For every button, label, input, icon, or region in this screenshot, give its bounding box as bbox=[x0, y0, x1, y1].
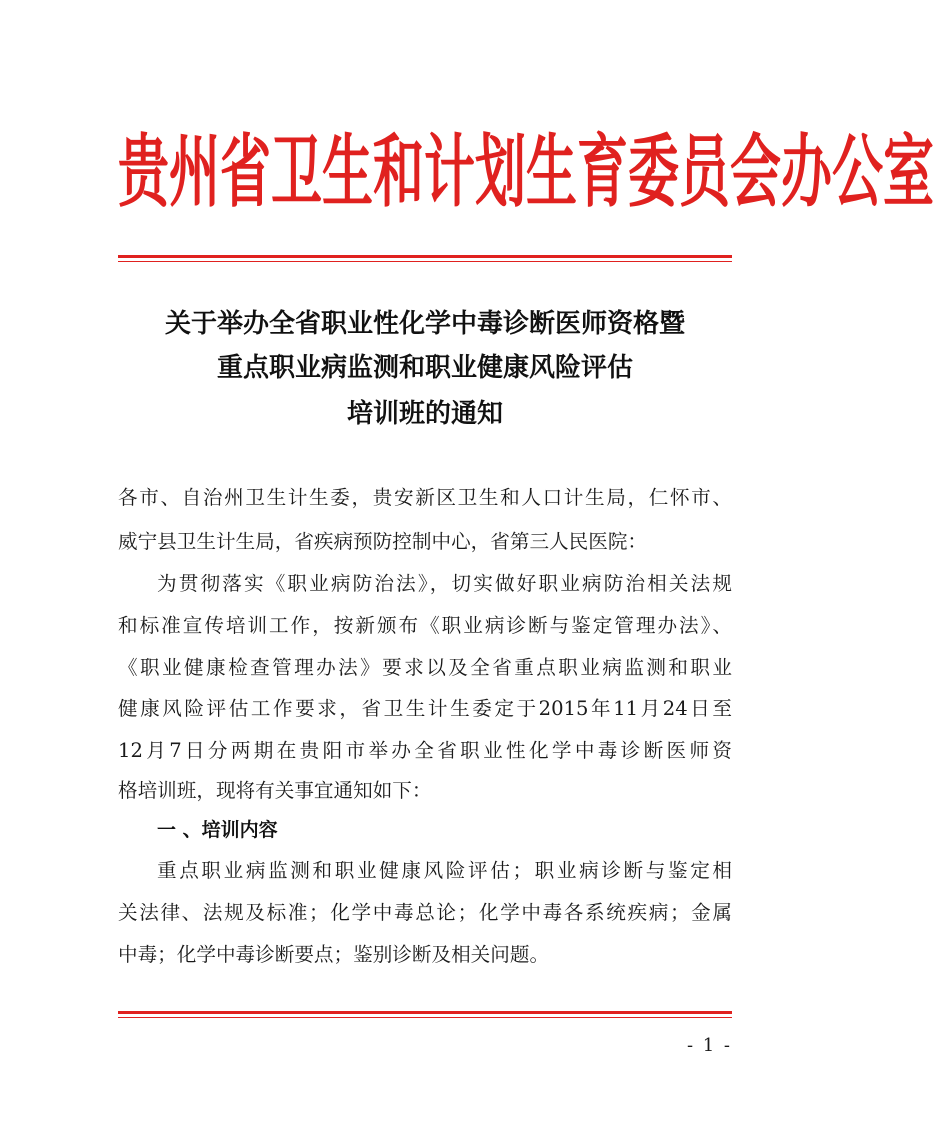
header-divider-thick-line bbox=[118, 255, 732, 258]
intro-line-6: 格培训班，现将有关事宜通知如下： bbox=[118, 779, 432, 802]
intro-line-1: 为贯彻落实《职业病防治法》，切实做好职业病防治相关法规 bbox=[157, 572, 732, 595]
addressee-line-1: 各市、自治州卫生计生委，贵安新区卫生和人口计生局，仁怀市、 bbox=[118, 486, 732, 509]
intro-line-5: 12月7日分两期在贵阳市举办全省职业性化学中毒诊断医师资 bbox=[118, 739, 732, 762]
section-1-line-2: 关法律、法规及标准；化学中毒总论；化学中毒各系统疾病；金属 bbox=[118, 901, 732, 924]
document-title-line-2: 重点职业病监测和职业健康风险评估 bbox=[216, 353, 633, 383]
page-number: - 1 - bbox=[686, 1035, 732, 1056]
footer-divider-thin-line bbox=[118, 1017, 732, 1018]
footer-divider-thick-line bbox=[118, 1011, 732, 1014]
header-divider bbox=[118, 255, 732, 263]
section-1-line-3: 中毒；化学中毒诊断要点；鉴别诊断及相关问题。 bbox=[118, 943, 550, 966]
intro-line-4: 健康风险评估工作要求，省卫生计生委定于2015年11月24日至 bbox=[118, 697, 732, 720]
header-divider-thin-line bbox=[118, 261, 732, 262]
section-heading-training-content: 一 、培训内容 bbox=[157, 819, 278, 841]
intro-line-3: 《职业健康检查管理办法》要求以及全省重点职业病监测和职业 bbox=[118, 656, 732, 679]
document-title-line-1: 关于举办全省职业性化学中毒诊断医师资格暨 bbox=[164, 309, 685, 339]
document-title-line-3: 培训班的通知 bbox=[346, 399, 503, 429]
addressee-line-2: 威宁县卫生计生局，省疾病预防控制中心，省第三人民医院： bbox=[118, 530, 648, 553]
issuing-organization-header: 贵州省卫生和计划生育委员会办公室 bbox=[118, 127, 934, 219]
intro-line-2: 和标准宣传培训工作，按新颁布《职业病诊断与鉴定管理办法》、 bbox=[118, 614, 732, 637]
footer-divider bbox=[118, 1011, 732, 1019]
section-1-line-1: 重点职业病监测和职业健康风险评估；职业病诊断与鉴定相 bbox=[157, 859, 732, 882]
